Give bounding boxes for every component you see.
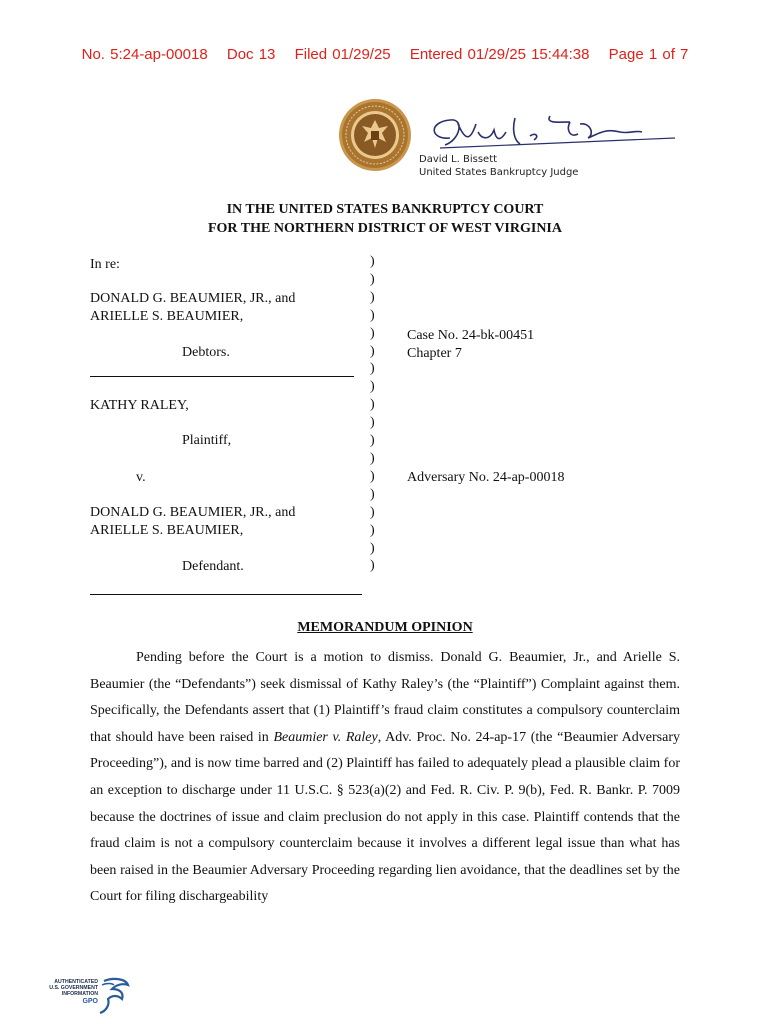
case-number: No. 5:24-ap-00018	[81, 46, 208, 63]
memo-title: MEMORANDUM OPINION	[297, 620, 473, 635]
doc-number: Doc 13	[226, 46, 276, 63]
versus-label: v.	[136, 470, 146, 485]
entered-date: Entered 01/29/25 15:44:38	[409, 46, 590, 63]
defendant-label: Defendant.	[182, 559, 244, 574]
defendant-name-line1: DONALD G. BEAUMIER, JR., and	[90, 505, 296, 520]
caption-parentheses: ) ) ) ) ) ) ) ) ) ) ) ) ) ) ) ) ) )	[370, 254, 375, 574]
case-info	[407, 327, 534, 363]
in-re-label: In re:	[90, 257, 120, 272]
memo-body-paragraph	[90, 645, 680, 911]
filed-date: Filed 01/29/25	[294, 46, 391, 63]
paragraph-text: , Adv. Proc. No. 24-ap-17 (the “Beaumier Adversary Proceeding”), and is now time barred and (2) Plaintiff has failed to adequately plead a plausible claim for an exception to discharge under 11 U.S.C. § 523(a)(2) and Fed. R. Civ. P. 9(b), Fed. R. Bankr. P. 7009 because the doctrines of issue and claim preclusion do not apply in this case. Plaintiff contends that the fraud claim is not a compulsory counterclaim because it involves a different legal issue than what has been raised in the Beaumier Adversary Proceeding regarding lien avoidance, that the deadlines set by the Court for filing dischargeability	[90, 729, 680, 905]
gpo-line1: AUTHENTICATED	[54, 979, 98, 985]
court-title	[0, 200, 770, 238]
judge-title: United States Bankruptcy Judge	[419, 167, 579, 178]
caption-divider	[90, 594, 362, 595]
defendant-name-line2: ARIELLE S. BEAUMIER,	[90, 523, 244, 538]
gpo-authentication-text	[44, 979, 98, 1006]
gpo-line2: U.S. GOVERNMENT	[49, 985, 98, 992]
debtors-label: Debtors.	[182, 345, 230, 360]
adversary-info	[407, 469, 564, 487]
court-seal-icon	[338, 98, 412, 172]
plaintiff-name: KATHY RALEY,	[90, 398, 189, 413]
paragraph-text: Pending before the Court is a motion to dismiss. Donald G. Beaumier, Jr., and Arielle S. Beaumier (the “Defendants”) seek dismissal of Kathy Raley’s (the “Plaintiff”) Complaint against them. Specifically, the Defendants assert that (1) Plaintiff’s fraud claim constitutes a compulsory counterclaim that should have been raised in	[90, 650, 680, 745]
judge-name: David L. Bissett	[419, 154, 498, 165]
gpo-line3: INFORMATION	[61, 991, 98, 998]
case-citation: Beaumier v. Raley	[273, 729, 378, 745]
filing-header	[0, 46, 770, 63]
debtor-name-line2: ARIELLE S. BEAUMIER,	[90, 309, 244, 324]
debtor-name-line1: DONALD G. BEAUMIER, JR., and	[90, 291, 296, 306]
case-number-caption: Case No. 24-bk-00451	[407, 328, 535, 343]
gpo-label: GPO	[82, 997, 98, 1005]
chapter-label: Chapter 7	[407, 346, 462, 361]
adversary-number: Adversary No. 24-ap-00018	[407, 470, 565, 485]
court-title-line2: FOR THE NORTHERN DISTRICT OF WEST VIRGINIA	[207, 221, 562, 236]
judge-block	[419, 153, 578, 179]
court-title-line1: IN THE UNITED STATES BANKRUPTCY COURT	[226, 202, 544, 217]
page-number: Page 1 of 7	[608, 46, 689, 63]
caption-divider	[90, 376, 354, 377]
plaintiff-label: Plaintiff,	[182, 433, 232, 448]
